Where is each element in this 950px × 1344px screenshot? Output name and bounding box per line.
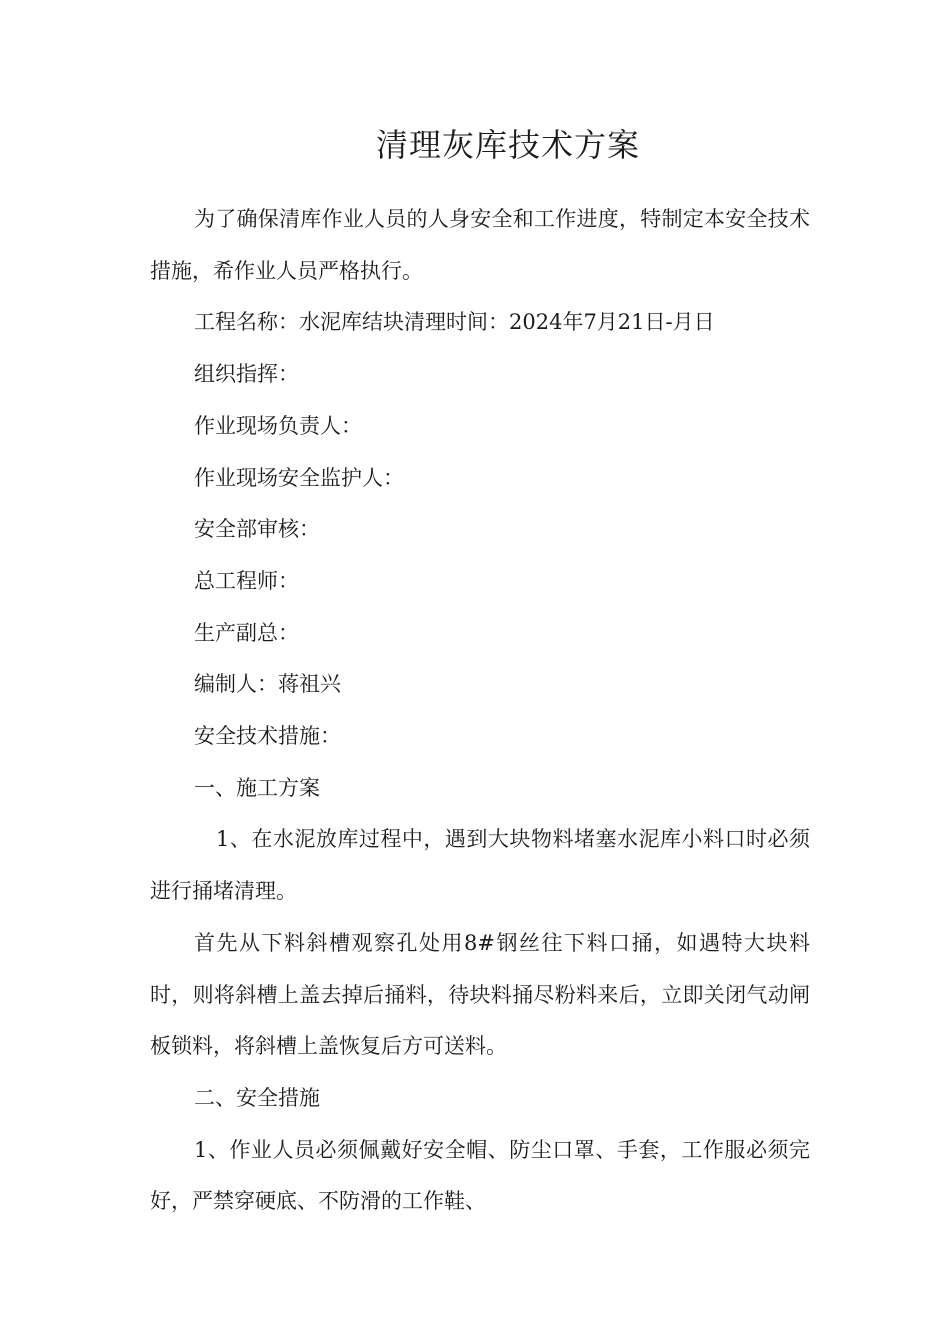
- organizer-line: 组织指挥：: [194, 362, 299, 387]
- safety-measures-heading: 安全技术措施：: [194, 724, 341, 749]
- project-name-line: 工程名称：水泥库结块清理时间：2024年7月21日-月日: [194, 310, 715, 335]
- section-one-procedure: 首先从下料斜槽观察孔处用8#钢丝往下料口捅，如遇特大块料时，则将斜槽上盖去掉后捅料，待块料捅尽粉料来后，立即关闭气动闸板锁料，将斜槽上盖恢复后方可送料。: [150, 930, 810, 1059]
- intro-paragraph: 为了确保清库作业人员的人身安全和工作进度，特制定本安全技术措施，希作业人员严格执行。: [150, 207, 810, 283]
- author-line: 编制人：蒋祖兴: [194, 672, 341, 697]
- document-title: 清理灰库技术方案: [375, 126, 640, 164]
- safety-review-line: 安全部审核：: [194, 517, 320, 542]
- section-one-heading: 一、施工方案: [194, 775, 320, 800]
- site-manager-line: 作业现场负责人：: [194, 413, 362, 438]
- safety-supervisor-line: 作业现场安全监护人：: [194, 465, 404, 490]
- section-one-item-1: 1、在水泥放库过程中，遇到大块物料堵塞水泥库小料口时必须进行捅堵清理。: [150, 827, 810, 904]
- production-deputy-line: 生产副总：: [194, 620, 299, 645]
- section-two-heading: 二、安全措施: [194, 1085, 320, 1110]
- document-body: [150, 194, 810, 1228]
- section-two-item-1: 1、作业人员必须佩戴好安全帽、防尘口罩、手套，工作服必须完好，严禁穿硬底、不防滑的工作鞋、: [150, 1137, 810, 1214]
- chief-engineer-line: 总工程师：: [194, 568, 299, 593]
